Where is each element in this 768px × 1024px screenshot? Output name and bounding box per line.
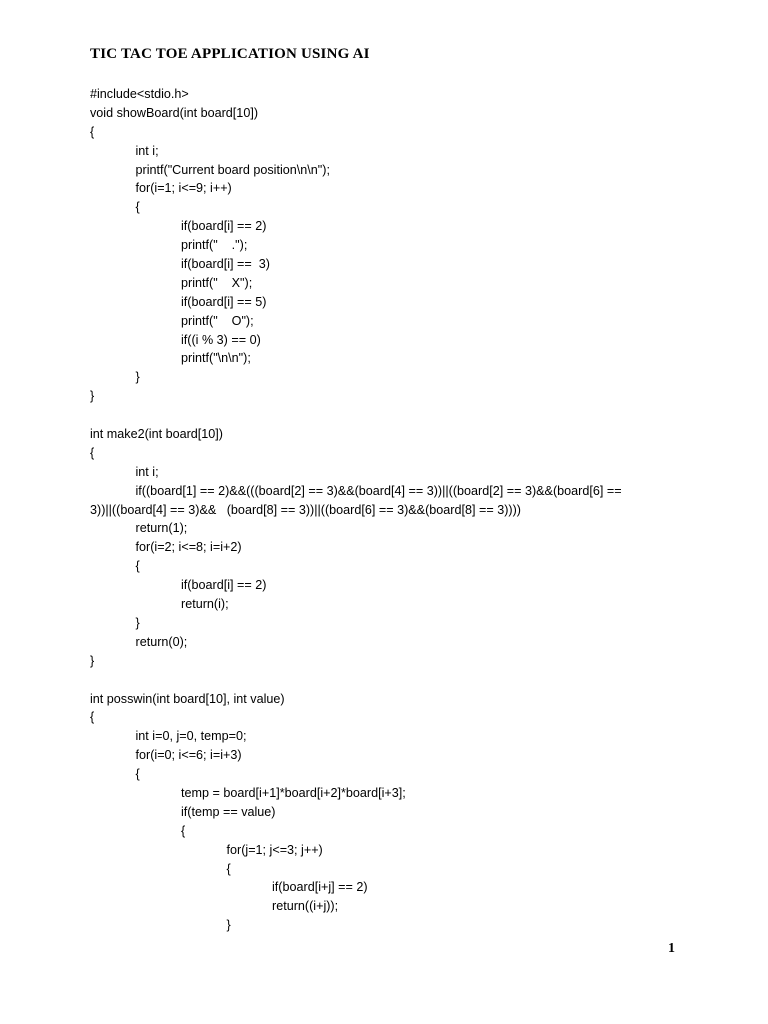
code-line: if(board[i] == 5) [181, 294, 267, 309]
code-line: if(board[i] == 3) [181, 257, 270, 272]
code-line: return(i); [181, 597, 229, 612]
code-line: } [226, 918, 231, 933]
code-line: if((board[1] == 2)&&(((board[2] == 3)&&(board[4] == 3))||((board[2] == 3)&&(board[6] == [135, 483, 622, 498]
code-line: printf("\n\n"); [181, 351, 251, 366]
code-line: int i=0, j=0, temp=0; [135, 729, 247, 744]
code-listing [90, 85, 730, 935]
code-line: printf(" O"); [181, 313, 254, 328]
code-line: return((i+j)); [272, 899, 339, 914]
document-title: TIC TAC TOE APPLICATION USING AI [90, 46, 370, 62]
code-line: int i; [135, 143, 159, 158]
code-line: int posswin(int board[10], int value) [90, 691, 285, 706]
code-line: if(board[i+j] == 2) [272, 880, 368, 895]
code-line: { [181, 823, 186, 838]
code-line: for(j=1; j<=3; j++) [226, 842, 323, 857]
code-line: } [90, 389, 95, 404]
code-line: if(temp == value) [181, 804, 276, 819]
code-line: { [226, 861, 231, 876]
code-line: printf("Current board position\n\n"); [135, 162, 330, 177]
code-line: printf(" X"); [181, 275, 253, 290]
code-line: { [135, 200, 140, 215]
code-line: if(board[i] == 2) [181, 578, 267, 593]
code-line: { [135, 767, 140, 782]
code-line: { [135, 559, 140, 574]
code-line: int i; [135, 464, 159, 479]
code-line: 3))||((board[4] == 3)&& (board[8] == 3))||((board[6] == 3)&&(board[8] == 3)))) [90, 502, 521, 517]
code-line: } [135, 615, 140, 630]
code-line: printf(" ."); [181, 238, 248, 253]
code-line: } [135, 370, 140, 385]
code-line: if(board[i] == 2) [181, 219, 267, 234]
code-line: #include<stdio.h> [90, 87, 189, 101]
code-line: if((i % 3) == 0) [181, 332, 261, 347]
code-line: void showBoard(int board[10]) [90, 105, 259, 120]
code-line [90, 406, 730, 425]
code-line: temp = board[i+1]*board[i+2]*board[i+3]; [181, 785, 406, 800]
code-line: { [90, 124, 95, 139]
code-line: for(i=0; i<=6; i=i+3) [135, 748, 242, 763]
code-line: return(0); [135, 634, 188, 649]
code-line: { [90, 710, 95, 725]
code-line: int make2(int board[10]) [90, 427, 224, 442]
code-line: return(1); [135, 521, 188, 536]
page-number: 1 [668, 941, 675, 956]
code-line: { [90, 445, 95, 460]
code-line: for(i=2; i<=8; i=i+2) [135, 540, 242, 555]
code-line [90, 671, 730, 690]
code-line: for(i=1; i<=9; i++) [135, 181, 232, 196]
code-line: } [90, 653, 95, 668]
